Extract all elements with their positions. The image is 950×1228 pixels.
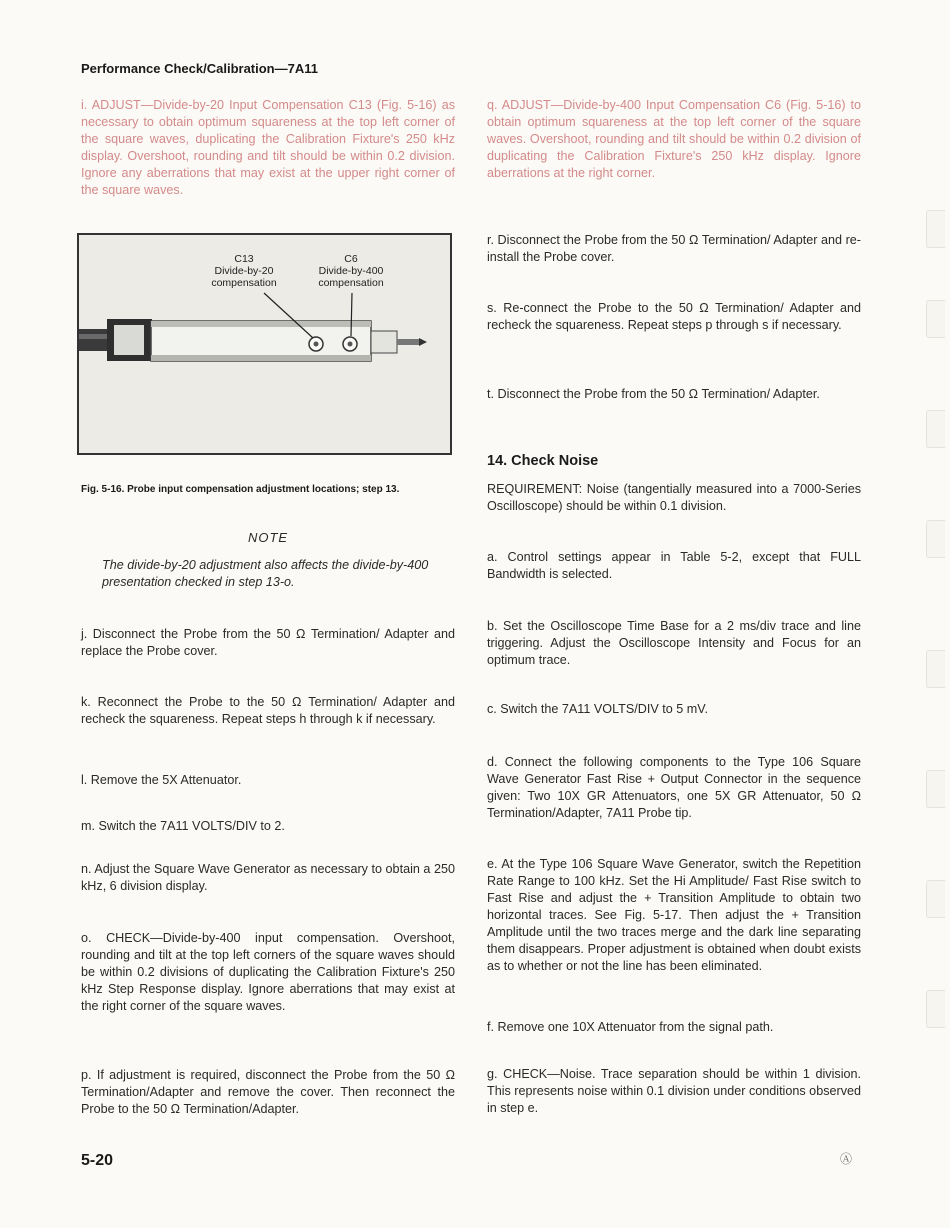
probe-illustration (79, 235, 450, 453)
index-tabs (922, 0, 950, 1228)
step-r: r. Disconnect the Probe from the 50 Ω Termination/ Adapter and re-install the Probe cover. (487, 233, 861, 264)
requirement: REQUIREMENT: Noise (tangentially measured into a 7000-Series Oscilloscope) should be within 0.1 division. (487, 482, 861, 513)
step-a: a. Control settings appear in Table 5-2, except that FULL Bandwidth is selected. (487, 550, 861, 581)
index-tab (926, 410, 945, 448)
step-k: k. Reconnect the Probe to the 50 Ω Termination/ Adapter and recheck the squareness. Repeat steps h through k if necessary. (81, 695, 455, 726)
step-b: b. Set the Oscilloscope Time Base for a 2 ms/div trace and line triggering. Adjust the Oscilloscope Intensity and Focus for an optimum trace. (487, 619, 861, 667)
step-t: t. Disconnect the Probe from the 50 Ω Termination/ Adapter. (487, 387, 820, 401)
index-tab (926, 650, 945, 688)
index-tab (926, 300, 945, 338)
step-s: s. Re-connect the Probe to the 50 Ω Termination/ Adapter and recheck the squareness. Repeat steps p through s if necessary. (487, 301, 861, 332)
note-title: NOTE (247, 530, 289, 545)
label-c13: C13 (234, 253, 254, 265)
label-c6-sub1: Divide-by-400 (318, 265, 384, 277)
step-p: p. If adjustment is required, disconnect the Probe from the 50 Ω Termination/Adapter and remove the cover. Then reconnect the Probe to the 50 Ω Termination/Adapter. (81, 1068, 455, 1116)
index-tab (926, 880, 945, 918)
revision-mark: Ⓐ (840, 1152, 853, 1166)
step-o: o. CHECK—Divide-by-400 input compensation. Overshoot, rounding and tilt at the top left corners of the square waves should be within 0.2 divisions of duplicating the Calibration Fixture's 250 kHz Step Response display. Ignore aberrations that may exist at the right corner of the square waves. (81, 931, 455, 1013)
label-c13-sub2: compensation (211, 277, 277, 289)
label-c6-sub2: compensation (318, 277, 384, 289)
step-i: i. ADJUST—Divide-by-20 Input Compensation C13 (Fig. 5-16) as necessary to obtain optimum squareness at the top left corner of the square waves, duplicating the Calibration Fixture's 250 kHz display. Overshoot, rounding and tilt should be within 0.2 division. Ignore any aberrations that may exist at the upper right corner of the square waves. (81, 98, 455, 197)
step-q: q. ADJUST—Divide-by-400 Input Compensation C6 (Fig. 5-16) to obtain optimum squareness at the top left corner of the square waves. Overshoot, rounding and tilt should be within 0.2 division of duplicating the Calibration Fixture's 250 kHz display. Ignore aberrations at the right corner. (487, 98, 861, 180)
index-tab (926, 520, 945, 558)
step-m: m. Switch the 7A11 VOLTS/DIV to 2. (81, 819, 285, 833)
step-c: c. Switch the 7A11 VOLTS/DIV to 5 mV. (487, 702, 708, 716)
index-tab (926, 990, 945, 1028)
step-n: n. Adjust the Square Wave Generator as necessary to obtain a 250 kHz, 6 division display. (81, 862, 455, 893)
step-d: d. Connect the following components to the Type 106 Square Wave Generator Fast Rise + Output Connector in the sequence given: Two 10X GR Attenuators, one 5X GR Attenuator, 50 Ω Termination/Adapter, 7A11 Probe tip. (487, 755, 861, 820)
step-e: e. At the Type 106 Square Wave Generator, switch the Repetition Rate Range to 100 kHz. Set the Hi Amplitude/ Fast Rise switch to Fast Rise and adjust the + Transition Amplitude to obtain two horizontal traces. See Fig. 5-17. Then adjust the + Transition Amplitude until the two traces merge and the dark line separating them disappears. Proper adjustment is obtained when doubt exists as to whether or not the line has been eliminated. (487, 857, 861, 973)
index-tab (926, 770, 945, 808)
label-c6: C6 (344, 253, 358, 265)
label-c13-sub1: Divide-by-20 (214, 265, 274, 277)
step-j: j. Disconnect the Probe from the 50 Ω Termination/ Adapter and replace the Probe cover. (81, 627, 455, 658)
figure-caption: Fig. 5-16. Probe input compensation adjustment locations; step 13. (81, 484, 400, 495)
running-header: Performance Check/Calibration—7A11 (81, 61, 318, 76)
step-l: l. Remove the 5X Attenuator. (81, 773, 242, 787)
note-body: The divide-by-20 adjustment also affects the divide-by-400 presentation checked in step 13-o. (102, 558, 429, 589)
section-heading-14: 14. Check Noise (487, 453, 599, 469)
step-g: g. CHECK—Noise. Trace separation should be within 1 division. This represents noise within 0.1 division under conditions observed in step e. (487, 1067, 861, 1115)
page-number: 5-20 (81, 1152, 114, 1169)
step-f: f. Remove one 10X Attenuator from the signal path. (487, 1020, 774, 1034)
index-tab (926, 210, 945, 248)
figure-probe-photo (77, 233, 452, 455)
